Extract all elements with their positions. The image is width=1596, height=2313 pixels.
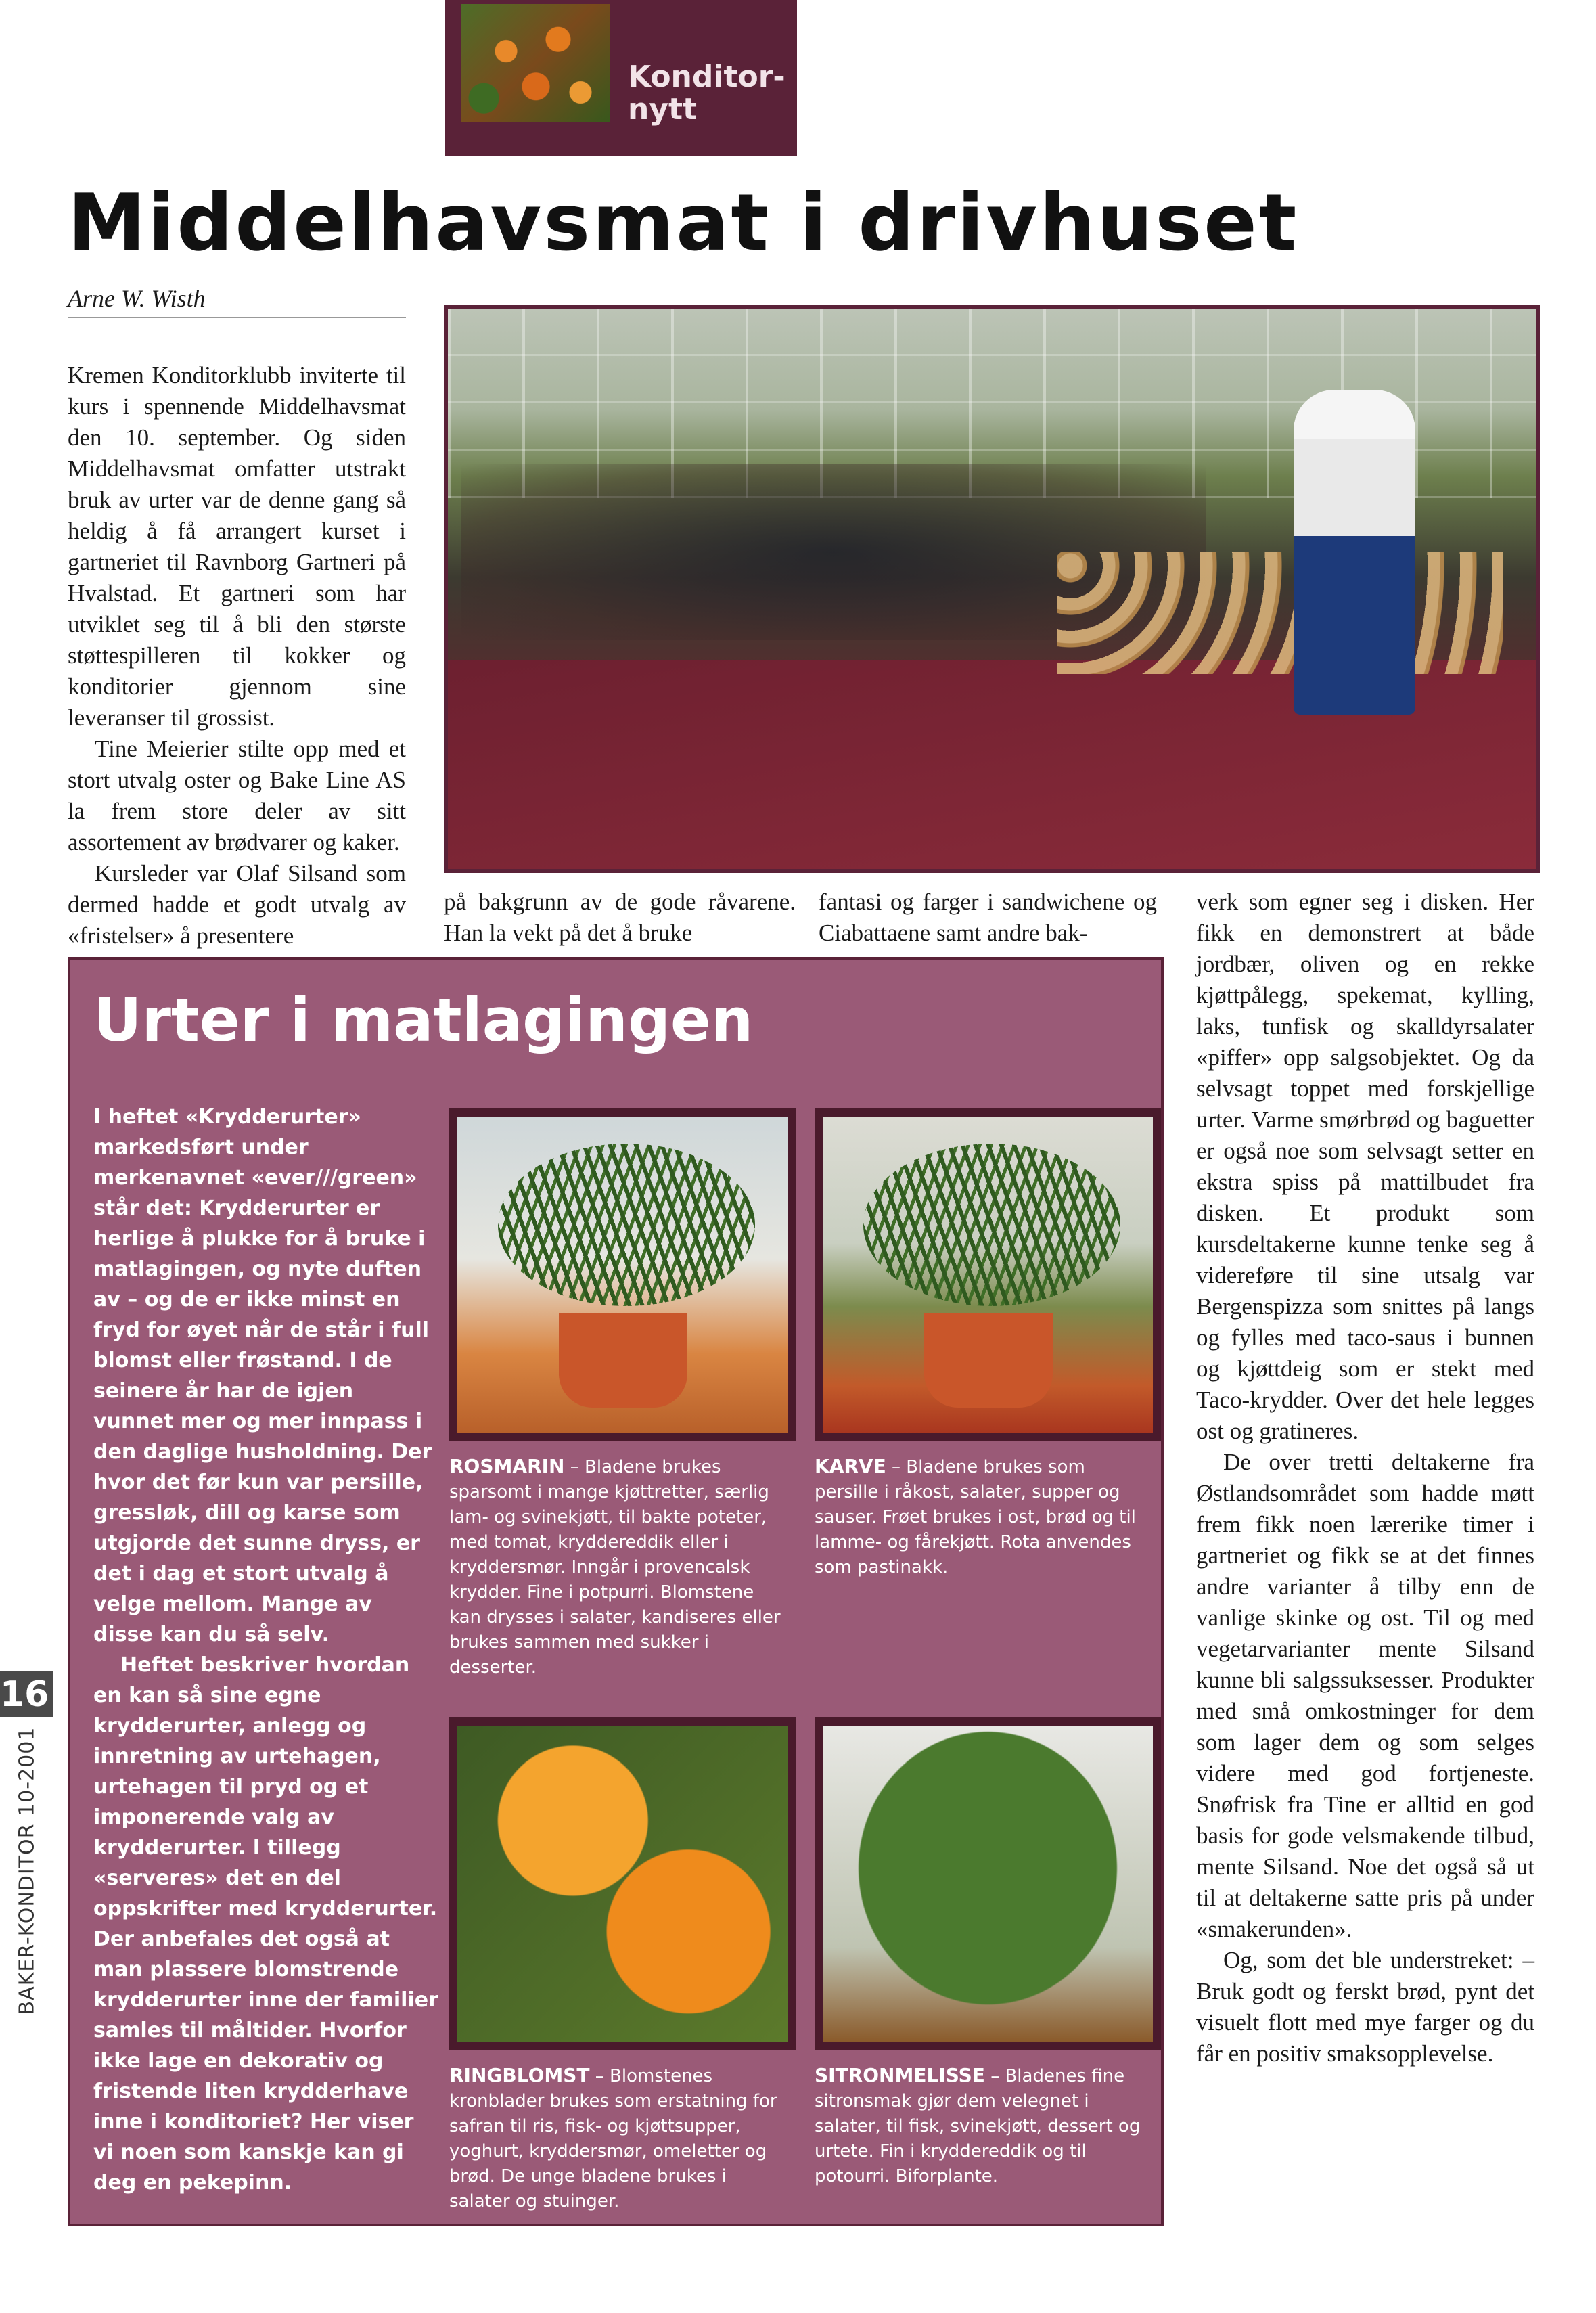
ringblomst-caption [449,2063,788,2214]
rosmarin-caption [449,1454,788,1680]
ringblomst-caption-name: RINGBLOMST [449,2064,590,2086]
herb-sidebar-box [68,957,1164,2226]
right-column [1196,886,1534,2069]
page-number: 16 [0,1671,53,1717]
intro-column [68,360,406,951]
section-tab-photo [461,4,610,122]
byline: Arne W. Wisth [68,284,406,318]
sitronmelisse-caption-name: SITRONMELISSE [815,2064,985,2086]
section-tab-label-line1: Konditor- [628,60,785,94]
karve-caption [815,1454,1153,1580]
rosmarin-pot [559,1313,687,1408]
chef-figure [1294,390,1415,715]
headline: Middelhavsmat i drivhuset [68,177,1299,269]
ringblomst-caption-text: – Blomstenes kronblader brukes som erstatning for safran til ris, fisk- og kjøttsupper, yoghurt, kryddersmør, omeletter og brød. De unge bladene brukes i salater og stuinger. [449,2066,777,2211]
herb-box-paragraph-1: I heftet «Krydderurter» markedsført under merkenavnet «ever///green» står det: Krydderurter er herlige å plukke for å bruke i matlagingen, og nyte duften av – og de er ikke minst en fryd for øyet når de står i full blomst eller frøstand. I de seinere år har de igjen vunnet mer og mer innpass i den daglige husholdning. Der hvor det før kun var persille, gressløk, dill og karse som utgjorde det sunne dryss, er det i dag et stort utvalg å velge mellom. Mange av disse kan du så selv. [93,1105,432,1646]
rosmarin-caption-name: ROSMARIN [449,1455,565,1477]
section-tab-label-line2: nytt [628,92,698,127]
karve-pot [924,1313,1053,1408]
greenhouse-course-photo [444,305,1540,873]
right-paragraph-2: De over tretti deltakerne fra Østlandsområdet som hadde møtt frem fikk noen lærerike timer i gartneriet og fikk se at det finnes andre varianter å tilby enn de vanlige skinke og ost. Til og med vegetarvarianter mente Silsand kunne bli salgssuksesser. Produkter med små omkostninger for dem som lager dem og som selges videre med god fortjeneste. Snøfrisk fra Tine er alltid en god basis for gode velsmakende tilbud, mente Silsand. Noe det også så ut til at deltakerne satte pris på under «smakerunden». [1196,1449,1534,1942]
herb-box-title: Urter i matlagingen [93,985,754,1055]
column-3-text [819,886,1157,949]
herb-box-body [93,1102,438,2198]
sitronmelisse-photo [815,1717,1161,2050]
intro-paragraph-1: Kremen Konditorklubb inviterte til kurs i spennende Middelhavsmat den 10. september. Og siden Middelhavsmat omfatter utstrakt bruk av urter var de denne gang så heldig å få arrangert kurset i gartneriet til Ravnborg Gartneri på Hvalstad. Et gartneri som har utviklet seg til å bli den største støttespilleren til kokker og konditorier gjennom sine leveranser til grossist. [68,362,406,731]
karve-caption-name: KARVE [815,1455,886,1477]
column-2-paragraph: på bakgrunn av de gode råvarene. Han la vekt på det å bruke [444,889,796,946]
intro-paragraph-2: Tine Meierier stilte opp med et stort utvalg oster og Bake Line AS la frem store deler av sitt assortement av brødvarer og kaker. [68,736,406,855]
karve-caption-text: – Bladene brukes som persille i råkost, salater, supper og sauser. Frøet brukes i ost, brød og til lamme- og fårekjøtt. Rota anvendes som pastinakk. [815,1457,1136,1577]
karve-photo [815,1108,1161,1441]
section-tab [445,0,797,156]
bread-display [1057,552,1503,674]
column-2-text [444,886,796,949]
karve-leaves [863,1144,1120,1306]
herb-box-paragraph-2: Heftet beskriver hvordan en kan så sine egne krydderurter, anlegg og innretning av urtehagen, urtehagen til pryd og et imponerende valg av krydderurter. I tillegg «serveres» det en del oppskrifter med krydderurter. Der anbefales det også at man plassere blomstrende krydderurter inne der familier samles til måltider. Hvorfor ikke lage en dekorativ og fristende liten krydderhave inne i konditoriet? Her viser vi noen som kanskje kan gi deg en pekepinn. [93,1653,438,2195]
right-paragraph-1: verk som egner seg i disken. Her fikk en demonstrert at både jordbær, oliven og en rekke kjøttpålegg, spekemat, kylling, laks, tunfisk og skalldyrsalater «piffer» opp salgsobjektet. Og da selvsagt toppet med forskjellige urter. Varme smørbrød og baguetter er også noe som selvsagt setter en ekstra spiss på mattilbudet fra disken. Et produkt som kursdeltakerne kunne tenke seg å videreføre til sine utsalg var Bergenspizza som snittes på langs og fylles med taco-saus i bunnen og kjøttdeig som er stekt med Taco-krydder. Over det hele legges ost og gratineres. [1196,889,1534,1444]
section-tab-label [628,61,785,126]
rosmarin-photo [449,1108,796,1441]
issue-label: BAKER-KONDITOR 10-2001 [15,1726,39,2015]
sitronmelisse-caption-text: – Bladenes fine sitronsmak gjør dem velegnet i salater, til fisk, svinekjøtt, dessert og urtete. Fin i kryddereddik og til potourri. Biforplante. [815,2066,1141,2186]
ringblomst-photo [449,1717,796,2050]
column-3-paragraph: fantasi og farger i sandwichene og Ciabattaene samt andre bak- [819,889,1157,946]
rosmarin-caption-text: – Bladene brukes sparsomt i mange kjøttretter, særlig lam- og svinekjøtt, til bakte poteter, med tomat, kryddereddik eller i kryddersmør. Inngår i provencalsk krydder. Fine i potpurri. Blomstene kan drysses i salater, kandiseres eller brukes sammen med sukker i desserter. [449,1457,781,1678]
rosmarin-leaves [498,1144,755,1306]
intro-paragraph-3: Kursleder var Olaf Silsand som dermed hadde et godt utvalg av «fristelser» å presentere [68,860,406,949]
sitronmelisse-caption [815,2063,1153,2189]
right-paragraph-3: Og, som det ble understreket: – Bruk godt og ferskt brød, pynt det visuelt flott med mye farger og du får en positiv smaksopplevelse. [1196,1947,1534,2067]
